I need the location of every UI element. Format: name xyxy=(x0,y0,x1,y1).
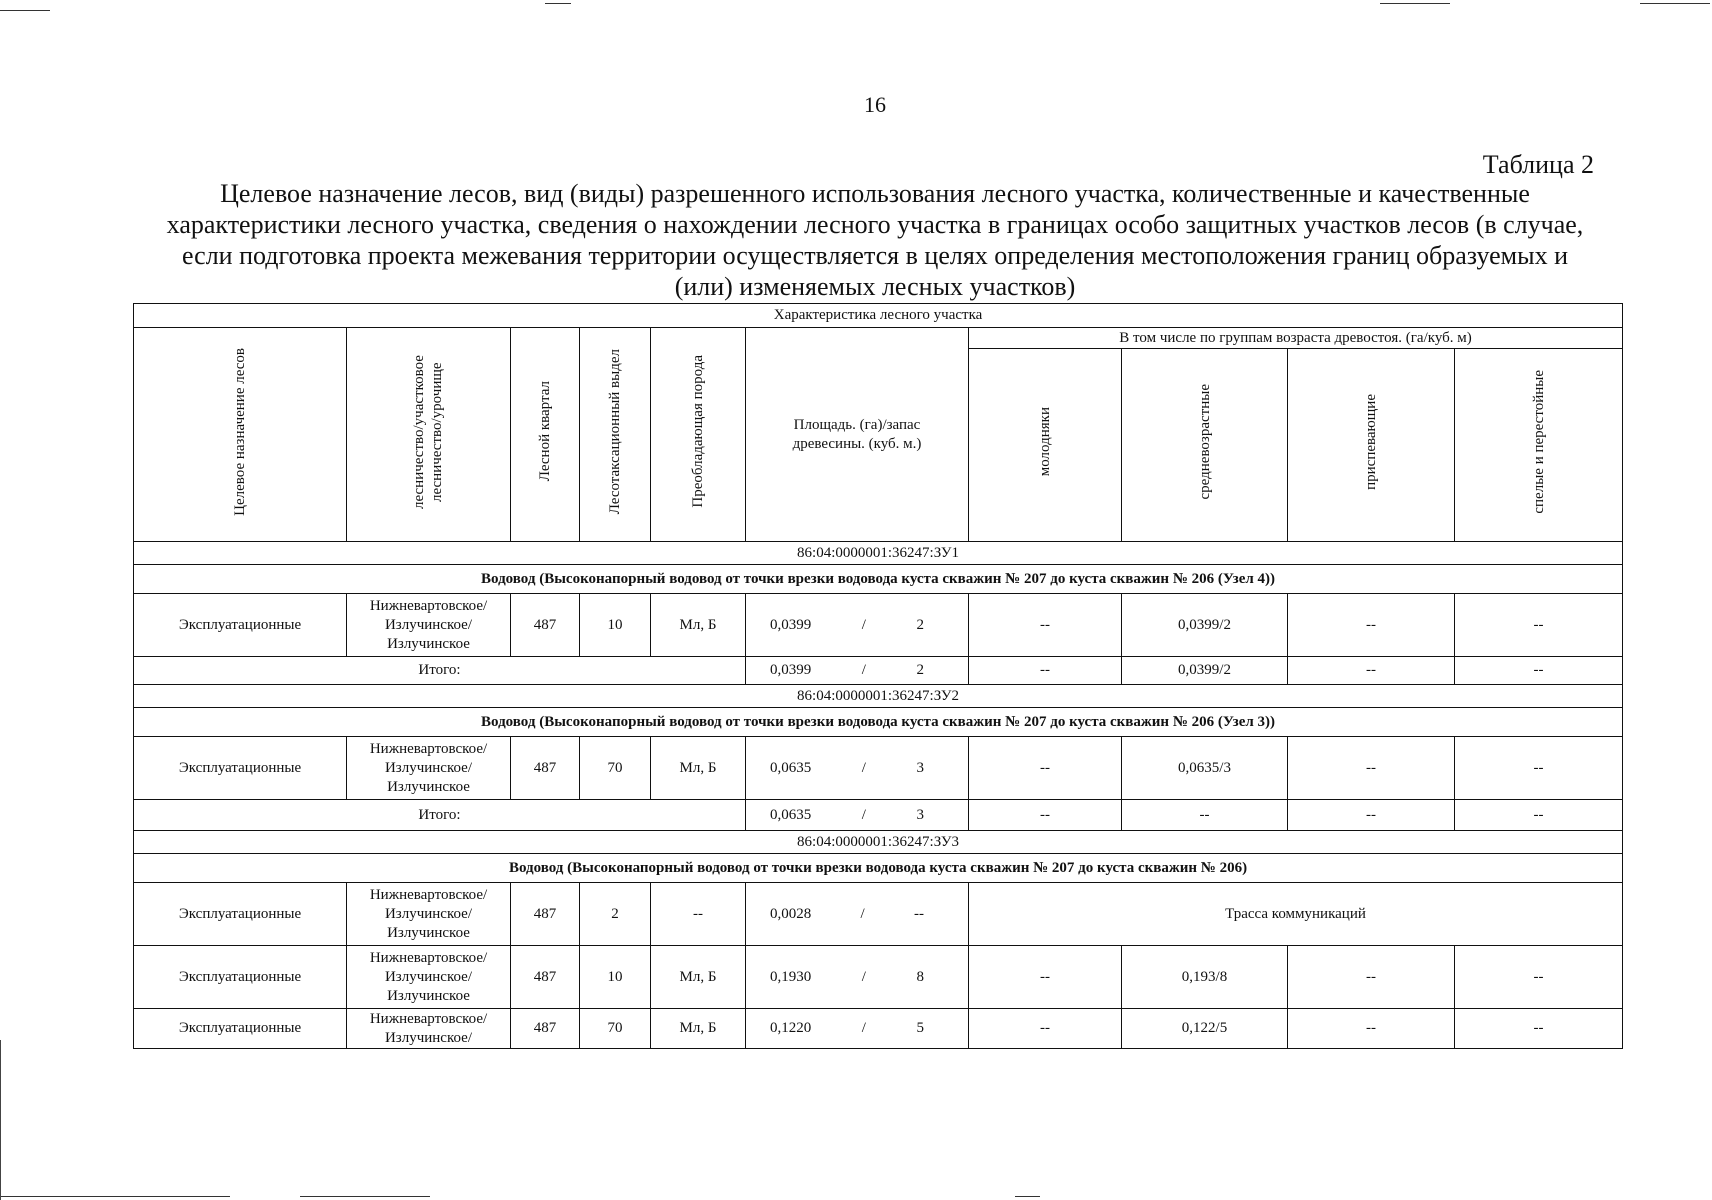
species-cell: Мл, Б xyxy=(651,737,746,800)
allotment-cell: 10 xyxy=(580,594,651,657)
purpose-cell: Эксплуатационные xyxy=(134,946,347,1009)
total-mature-cell: -- xyxy=(1455,800,1623,831)
total-row xyxy=(134,657,1623,685)
cadastral-row xyxy=(134,685,1623,708)
young-cell: -- xyxy=(969,946,1122,1009)
col-header-middle: средневозрастные xyxy=(1122,349,1288,542)
maturing-cell: -- xyxy=(1288,737,1455,800)
forestry-line: Излучинское xyxy=(387,987,470,1004)
cadastral-row xyxy=(134,542,1623,565)
area-separator: / xyxy=(861,1020,866,1036)
scan-edge-line xyxy=(545,3,571,4)
forestry-line: Излучинское xyxy=(387,635,470,652)
area-value: 0,1220 xyxy=(770,1020,812,1036)
area-value: 0,0028 xyxy=(770,905,812,922)
cadastral-row xyxy=(134,831,1623,854)
object-description: Водовод (Высоконапорный водовод от точки врезки водовода куста скважин № 207 до куста скважин № 206) xyxy=(134,854,1623,883)
col-header-purpose: Целевое назначение лесов xyxy=(134,328,347,542)
forestry-cell xyxy=(347,1009,511,1049)
allotment-cell: 10 xyxy=(580,946,651,1009)
col-header-young: молодняки xyxy=(969,349,1122,542)
area-stock-cell xyxy=(746,737,969,800)
forestry-line: Нижневартовское/ xyxy=(369,886,488,903)
middle-cell: 0,0399/2 xyxy=(1122,594,1288,657)
area-separator: / xyxy=(861,662,866,678)
quarter-cell: 487 xyxy=(511,1009,580,1049)
quarter-cell: 487 xyxy=(511,737,580,800)
cadastral-number: 86:04:0000001:36247:ЗУ2 xyxy=(134,685,1623,708)
mature-cell: -- xyxy=(1455,1009,1623,1049)
forestry-line: Излучинское/ xyxy=(384,905,473,922)
col-header-quarter: Лесной квартал xyxy=(511,328,580,542)
table-row xyxy=(134,883,1623,946)
mature-cell: -- xyxy=(1455,737,1623,800)
maturing-cell: -- xyxy=(1288,594,1455,657)
col-header-maturing: приспевающие xyxy=(1288,349,1455,542)
area-value: 0,1930 xyxy=(770,968,812,985)
species-cell: Мл, Б xyxy=(651,594,746,657)
forest-plot-table xyxy=(133,303,1623,1049)
allotment-cell: 70 xyxy=(580,1009,651,1049)
table-header xyxy=(134,304,1623,542)
stock-value: 2 xyxy=(916,662,924,678)
forestry-line: Нижневартовское/ xyxy=(369,1010,488,1027)
forestry-line: Излучинское/ xyxy=(384,616,473,633)
area-separator: / xyxy=(861,759,866,776)
stock-value: 3 xyxy=(916,759,924,776)
area-separator: / xyxy=(861,616,866,633)
maturing-cell: -- xyxy=(1288,946,1455,1009)
col-header-area: Площадь. (га)/запас древесины. (куб. м.) xyxy=(746,328,969,542)
object-row xyxy=(134,854,1623,883)
middle-cell: 0,193/8 xyxy=(1122,946,1288,1009)
forestry-line: Нижневартовское/ xyxy=(369,740,488,757)
forestry-cell xyxy=(347,883,511,946)
area-value: 0,0635 xyxy=(770,806,812,823)
purpose-cell: Эксплуатационные xyxy=(134,737,347,800)
object-description: Водовод (Высоконапорный водовод от точки врезки водовода куста скважин № 207 до куста скважин № 206 (Узел 4)) xyxy=(134,565,1623,594)
table-row xyxy=(134,737,1623,800)
forestry-line: Нижневартовское/ xyxy=(369,949,488,966)
allotment-cell: 2 xyxy=(580,883,651,946)
object-row xyxy=(134,565,1623,594)
total-row xyxy=(134,800,1623,831)
forestry-cell xyxy=(347,737,511,800)
area-separator: / xyxy=(861,806,866,823)
mature-cell: -- xyxy=(1455,594,1623,657)
scan-edge-line xyxy=(1015,1196,1040,1197)
young-cell: -- xyxy=(969,737,1122,800)
scan-edge-line xyxy=(300,1196,430,1197)
cadastral-number: 86:04:0000001:36247:ЗУ3 xyxy=(134,831,1623,854)
col-header-forestry: лесничество/участковое лесничество/урочище xyxy=(347,328,511,542)
area-value: 0,0399 xyxy=(770,662,812,678)
scan-edge-line xyxy=(0,10,50,11)
area-separator: / xyxy=(860,905,865,922)
quarter-cell: 487 xyxy=(511,883,580,946)
table-row xyxy=(134,946,1623,1009)
table-row xyxy=(134,594,1623,657)
age-groups-header: В том числе по группам возраста древостоя. (га/куб. м) xyxy=(969,328,1623,349)
document-title: Целевое назначение лесов, вид (виды) разрешенного использования лесного участка, количественные и качественные характеристики лесного участка, сведения о нахождении лесного участка в границах особо защитных участков лесов (в случае, если подготовка проекта межевания территории осуществляется в целях определения местоположения границ образуемых и (или) изменяемых лесных участков) xyxy=(166,179,1584,301)
total-maturing-cell: -- xyxy=(1288,657,1455,685)
area-stock-cell xyxy=(746,883,969,946)
scan-edge-line xyxy=(1380,3,1450,4)
total-middle-cell: -- xyxy=(1122,800,1288,831)
table-label: Таблица 2 xyxy=(1482,150,1594,179)
forestry-line: Нижневартовское/ xyxy=(369,597,488,614)
stock-value: 2 xyxy=(916,616,924,633)
merged-note-cell: Трасса коммуникаций xyxy=(969,883,1623,946)
maturing-cell: -- xyxy=(1288,1009,1455,1049)
species-cell: -- xyxy=(651,883,746,946)
stock-value: -- xyxy=(913,905,924,922)
young-cell: -- xyxy=(969,594,1122,657)
stock-value: 8 xyxy=(916,968,924,985)
middle-cell: 0,122/5 xyxy=(1122,1009,1288,1049)
cadastral-number: 86:04:0000001:36247:ЗУ1 xyxy=(134,542,1623,565)
col-header-species: Преобладающая порода xyxy=(651,328,746,542)
area-stock-cell xyxy=(746,594,969,657)
total-label: Итого: xyxy=(134,657,746,685)
total-maturing-cell: -- xyxy=(1288,800,1455,831)
purpose-cell: Эксплуатационные xyxy=(134,594,347,657)
area-stock-cell xyxy=(746,1009,969,1049)
purpose-cell: Эксплуатационные xyxy=(134,1009,347,1049)
object-row xyxy=(134,708,1623,737)
young-cell: -- xyxy=(969,1009,1122,1049)
forestry-line: Излучинское xyxy=(387,924,470,941)
col-header-allotment: Лесотаксационный выдел xyxy=(580,328,651,542)
table-body xyxy=(134,542,1623,1049)
species-cell: Мл, Б xyxy=(651,946,746,1009)
forestry-line: Излучинское/ xyxy=(384,1029,473,1046)
area-value: 0,0635 xyxy=(770,759,812,776)
forestry-line: Излучинское xyxy=(387,778,470,795)
area-value: 0,0399 xyxy=(770,616,812,633)
object-description: Водовод (Высоконапорный водовод от точки врезки водовода куста скважин № 207 до куста скважин № 206 (Узел 3)) xyxy=(134,708,1623,737)
page-number: 16 xyxy=(864,92,886,117)
area-stock-cell xyxy=(746,800,969,831)
purpose-cell: Эксплуатационные xyxy=(134,883,347,946)
forestry-line: Излучинское/ xyxy=(384,759,473,776)
col-header-mature: спелые и перестойные xyxy=(1455,349,1623,542)
area-stock-cell xyxy=(746,657,969,685)
stock-value: 5 xyxy=(916,1020,924,1036)
forestry-line: Излучинское/ xyxy=(384,968,473,985)
scan-edge-line xyxy=(0,1196,230,1197)
mature-cell: -- xyxy=(1455,946,1623,1009)
top-header: Характеристика лесного участка xyxy=(134,304,1623,328)
total-middle-cell: 0,0399/2 xyxy=(1122,657,1288,685)
scan-edge-line xyxy=(1640,3,1710,4)
area-stock-cell xyxy=(746,946,969,1009)
scan-edge-line xyxy=(0,1040,1,1200)
forestry-cell xyxy=(347,946,511,1009)
total-mature-cell: -- xyxy=(1455,657,1623,685)
stock-value: 3 xyxy=(916,806,924,823)
quarter-cell: 487 xyxy=(511,594,580,657)
quarter-cell: 487 xyxy=(511,946,580,1009)
species-cell: Мл, Б xyxy=(651,1009,746,1049)
table-row xyxy=(134,1009,1623,1049)
middle-cell: 0,0635/3 xyxy=(1122,737,1288,800)
total-young-cell: -- xyxy=(969,657,1122,685)
forestry-cell xyxy=(347,594,511,657)
total-label: Итого: xyxy=(134,800,746,831)
allotment-cell: 70 xyxy=(580,737,651,800)
total-young-cell: -- xyxy=(969,800,1122,831)
area-separator: / xyxy=(861,968,866,985)
